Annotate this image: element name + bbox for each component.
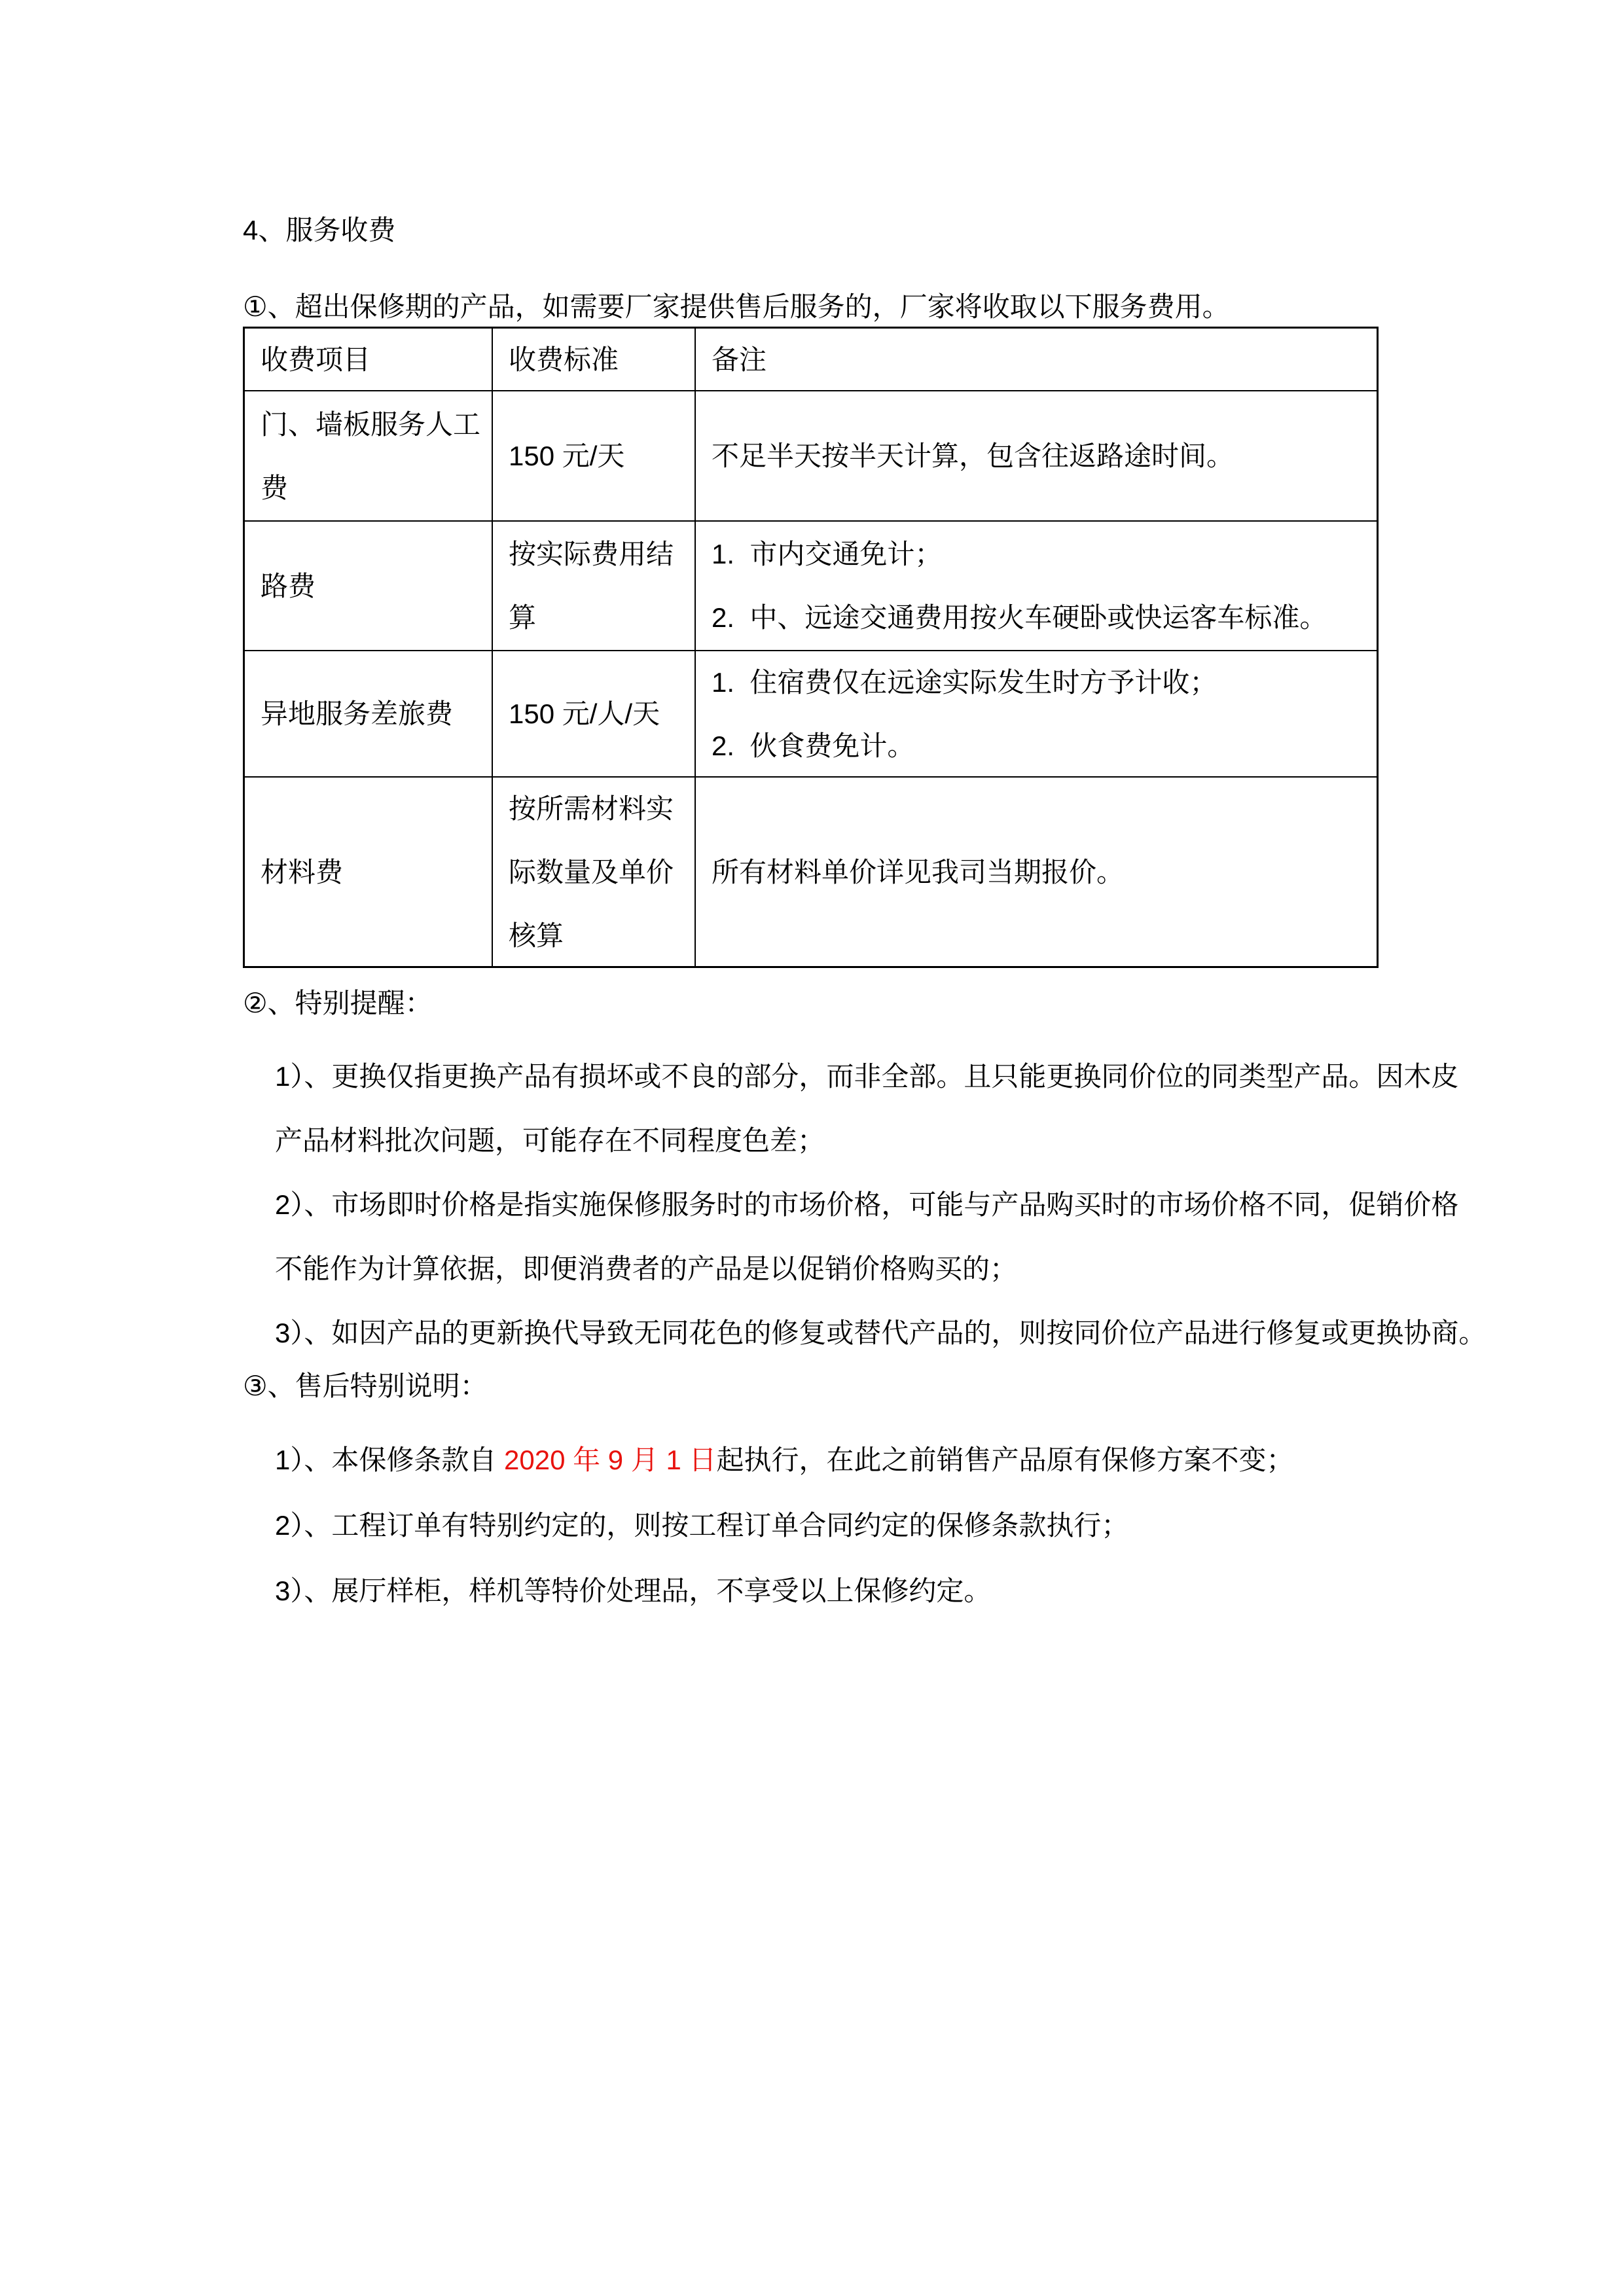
table-cell-line: 路费 (261, 570, 316, 601)
aftersales-item-text: 1）、本保修条款自 (275, 1444, 505, 1475)
reminder-line: 3）、如因产品的更新换代导致无同花色的修复或替代产品的，则按同价位产品进行修复或更换协商。 (275, 1318, 1487, 1348)
table-cell-standard (492, 650, 695, 776)
table-cell-line: 算 (509, 602, 537, 633)
table-cell-line: 费 (261, 472, 289, 503)
table-header-text: 备注 (712, 344, 767, 375)
table-cell-line: 不足半天按半天计算，包含往返路途时间。 (712, 440, 1235, 471)
table-cell-line: 门、墙板服务人工 (261, 408, 481, 440)
reminder-heading: ②、特别提醒： (243, 988, 433, 1018)
table-cell-line: 150 元/天 (509, 440, 625, 471)
table-cell-line: 材料费 (261, 856, 344, 888)
intro-paragraph: ①、超出保修期的产品，如需要厂家提供售后服务的，厂家将收取以下服务费用。 (243, 291, 1230, 322)
table-cell-line: 按所需材料实 (509, 793, 674, 824)
table-cell-standard (492, 520, 695, 650)
reminder-line: 产品材料批次问题，可能存在不同程度色差； (275, 1125, 825, 1156)
reminder-list (275, 1045, 1526, 1365)
reminder-line: 1）、更换仅指更换产品有损坏或不良的部分，而非全部。且只能更换同价位的同类型产品。因木皮 (275, 1061, 1459, 1092)
table-header-cell-standard (492, 329, 695, 390)
table-header-text: 收费标准 (509, 344, 619, 375)
table-cell-item (245, 650, 492, 776)
table-cell-remark (695, 650, 1377, 776)
table-cell-item (245, 390, 492, 520)
table-cell-standard (492, 776, 695, 966)
table-cell-item (245, 520, 492, 650)
aftersales-heading: ③、售后特别说明： (243, 1371, 488, 1401)
aftersales-item: 2）、工程订单有特别约定的，则按工程订单合同约定的保修条款执行； (275, 1510, 1129, 1541)
table-cell-remark (695, 390, 1377, 520)
reminder-line: 2）、市场即时价格是指实施保修服务时的市场价格，可能与产品购买时的市场价格不同，促销价格 (275, 1189, 1459, 1220)
table-cell-line: 150 元/人/天 (509, 698, 660, 729)
table-cell-line: 按实际费用结 (509, 539, 674, 569)
aftersales-item-text: 起执行，在此之前销售产品原有保修方案不变； (716, 1444, 1294, 1475)
table-cell-line: 1. 市内交通免计； (712, 539, 943, 569)
aftersales-item (275, 1427, 1526, 1493)
table-header-cell-remark (695, 329, 1377, 390)
table-cell-line: 际数量及单价 (509, 856, 674, 888)
table-cell-line: 异地服务差旅费 (261, 698, 454, 729)
table-header-cell-item (245, 329, 492, 390)
table-cell-line: 2. 伙食费免计。 (712, 730, 915, 761)
reminder-line: 不能作为计算依据，即便消费者的产品是以促销价格购买的； (275, 1253, 1018, 1284)
table-cell-line: 1. 住宿费仅在远途实际发生时方予计收； (712, 666, 1218, 698)
fee-table (243, 327, 1379, 968)
table-cell-line: 所有材料单价详见我司当期报价。 (712, 856, 1125, 888)
aftersales-item: 3）、展厅样柜，样机等特价处理品，不享受以上保修约定。 (275, 1575, 992, 1606)
section-title: 4、服务收费 (243, 215, 396, 245)
table-cell-remark (695, 520, 1377, 650)
table-header-text: 收费项目 (261, 344, 371, 375)
table-cell-item (245, 776, 492, 966)
table-cell-line: 2. 中、远途交通费用按火车硬卧或快运客车标准。 (712, 602, 1327, 633)
table-cell-line: 核算 (509, 920, 564, 951)
table-cell-standard (492, 390, 695, 520)
table-cell-remark (695, 776, 1377, 966)
aftersales-list (275, 1427, 1526, 1624)
highlight-date: 2020 年 9 月 1 日 (504, 1444, 717, 1475)
